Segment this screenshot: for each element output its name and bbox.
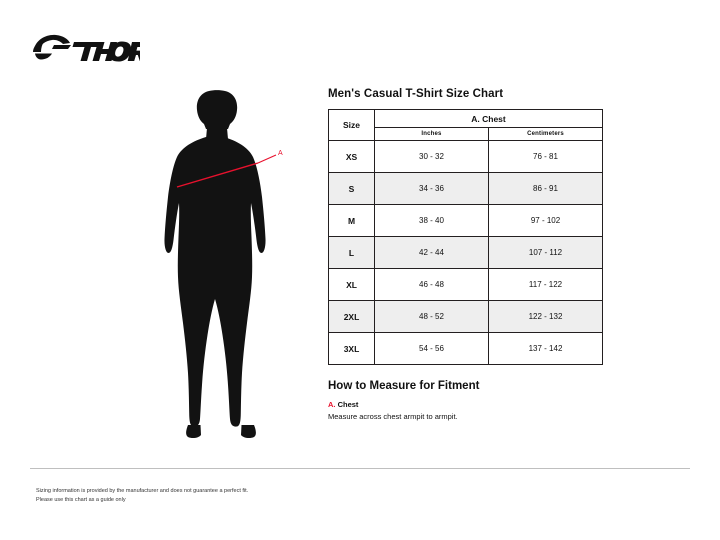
chest-annotation-letter: A (278, 150, 283, 157)
header-inches: Inches (375, 128, 489, 141)
cell-inches: 42 - 44 (375, 237, 489, 269)
cell-inches: 48 - 52 (375, 301, 489, 333)
howto-title: How to Measure for Fitment (328, 380, 480, 392)
cell-inches: 34 - 36 (375, 173, 489, 205)
table-row (329, 173, 603, 205)
table-row (329, 141, 603, 173)
cell-size: XL (329, 269, 375, 301)
thor-wordmark (73, 42, 141, 62)
cell-size: S (329, 173, 375, 205)
header-size: Size (329, 110, 375, 141)
cell-centimeters: 76 - 81 (489, 141, 603, 173)
cell-inches: 54 - 56 (375, 333, 489, 365)
howto-label-text: Chest (335, 400, 359, 409)
thor-helmet-logo-icon (33, 35, 71, 60)
table-header-row-group (329, 110, 603, 128)
howto-description: Measure across chest armpit to armpit. (328, 412, 458, 421)
table-row (329, 237, 603, 269)
cell-centimeters: 137 - 142 (489, 333, 603, 365)
table-row (329, 301, 603, 333)
header-chest-group: A. Chest (375, 110, 603, 128)
page-title: Men's Casual T-Shirt Size Chart (328, 88, 504, 100)
chest-leader-line (258, 155, 276, 163)
footer-line-2: Please use this chart as a guide only (36, 496, 126, 503)
footer-disclaimer (36, 487, 456, 504)
cell-centimeters: 122 - 132 (489, 301, 603, 333)
cell-inches: 30 - 32 (375, 141, 489, 173)
cell-size: XS (329, 141, 375, 173)
header-centimeters: Centimeters (489, 128, 603, 141)
table-row (329, 205, 603, 237)
table-row (329, 333, 603, 365)
male-body-silhouette (164, 90, 265, 438)
cell-centimeters: 107 - 112 (489, 237, 603, 269)
size-chart-panel (328, 88, 688, 421)
cell-size: 3XL (329, 333, 375, 365)
cell-size: L (329, 237, 375, 269)
cell-centimeters: 117 - 122 (489, 269, 603, 301)
table-row (329, 269, 603, 301)
cell-size: 2XL (329, 301, 375, 333)
cell-inches: 46 - 48 (375, 269, 489, 301)
howto-label (328, 400, 688, 409)
cell-centimeters: 97 - 102 (489, 205, 603, 237)
body-figure (130, 85, 320, 445)
size-chart-table (328, 109, 603, 365)
cell-inches: 38 - 40 (375, 205, 489, 237)
brand-logo (30, 32, 140, 68)
footer-divider (30, 468, 690, 469)
cell-centimeters: 86 - 91 (489, 173, 603, 205)
howto-label-marker: A. (328, 400, 336, 409)
cell-size: M (329, 205, 375, 237)
footer-line-1: Sizing information is provided by the manufacturer and does not guarantee a perfect fit. (36, 488, 249, 494)
